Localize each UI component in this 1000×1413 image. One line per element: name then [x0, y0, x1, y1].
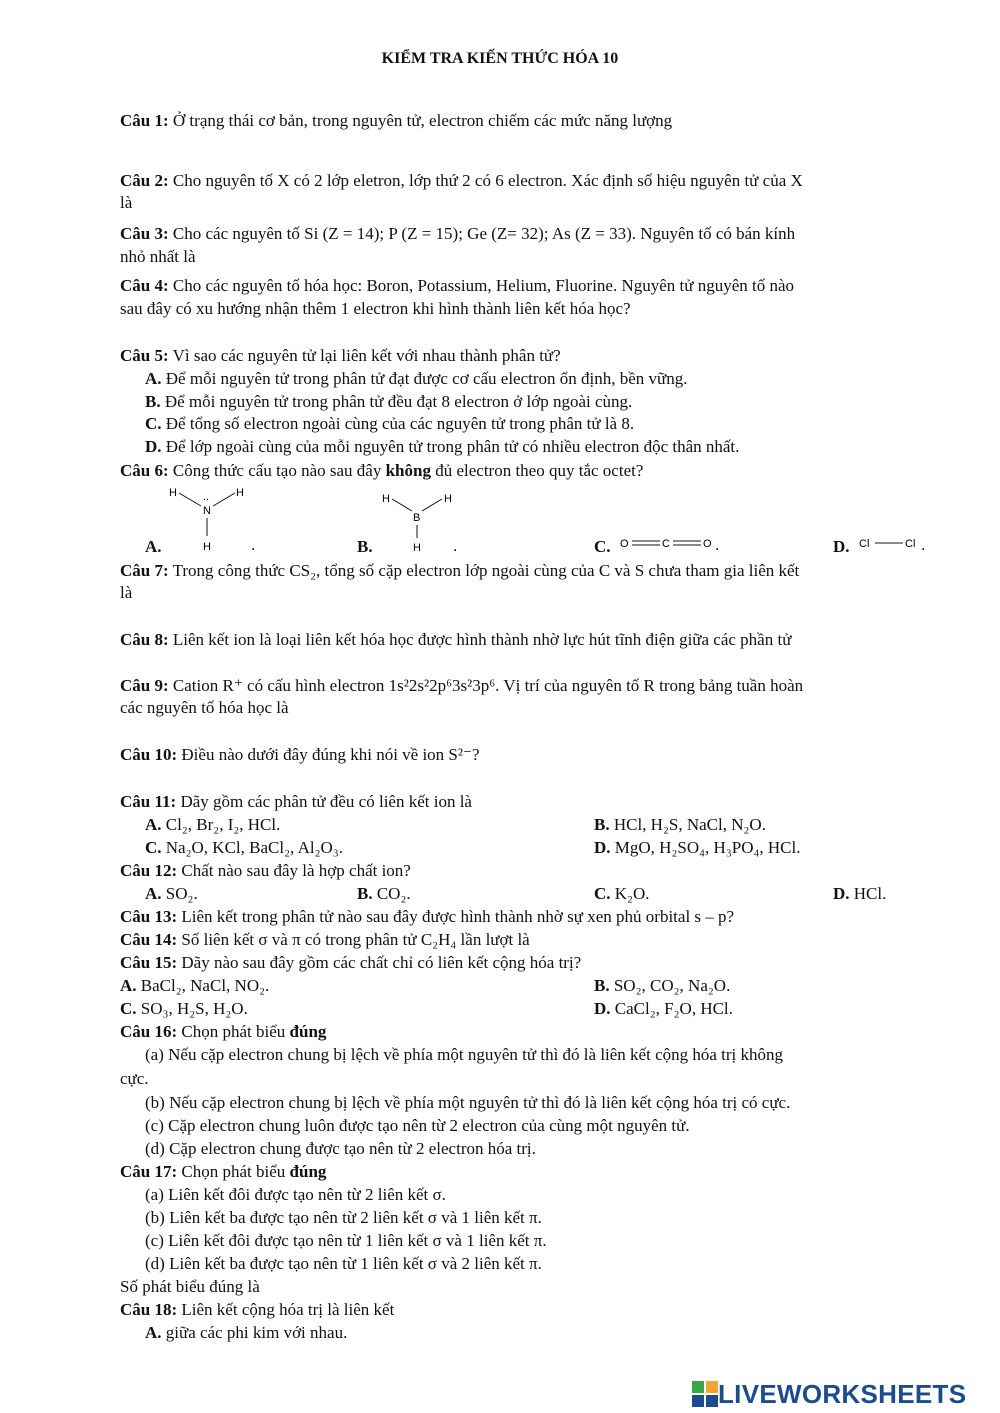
q5-option-a: A. Để mỗi nguyên tử trong phân tử đạt được cơ cấu electron ổn định, bền vững. — [145, 369, 688, 388]
bond-line — [422, 499, 442, 511]
question-6: Câu 6: Công thức cấu tạo nào sau đây không đủ electron theo quy tắc octet? — [120, 461, 644, 480]
q17-statement-b: (b) Liên kết ba được tạo nên từ 2 liên kết σ và 1 liên kết π. — [145, 1208, 542, 1227]
question-4: Câu 4: Cho các nguyên tố hóa học: Boron, Potassium, Helium, Fluorine. Nguyên tử nguyên tố nào — [120, 276, 795, 295]
atom-h: H — [413, 542, 421, 554]
q16-statement-a-cont: cực. — [120, 1069, 149, 1088]
question-9: Câu 9: Cation R⁺ có cấu hình electron 1s²2s²2p⁶3s²3p⁶. Vị trí của nguyên tố R trong bảng tuần hoàn — [120, 676, 804, 695]
q15-option-c: C. SO₃, H₂S, H₂O. — [120, 999, 248, 1018]
atom-h: H — [382, 493, 390, 505]
atom-b: B — [413, 512, 421, 524]
period-dot: . — [251, 537, 256, 554]
period-dot: . — [453, 538, 458, 555]
lone-pair-dots: .. — [203, 491, 210, 503]
q17-statement-c: (c) Liên kết đôi được tạo nên từ 1 liên kết σ và 1 liên kết π. — [145, 1231, 547, 1250]
question-1: Câu 1: Ở trạng thái cơ bản, trong nguyên tử, electron chiếm các mức năng lượng — [120, 111, 673, 130]
q12-option-b: B. CO₂. — [357, 884, 411, 903]
q11-option-a: A. Cl₂, Br₂, I₂, HCl. — [145, 815, 281, 834]
q12-option-a: A. SO₂. — [145, 884, 198, 903]
bond-line — [179, 493, 201, 506]
q6-option-b-label: B. — [357, 537, 373, 556]
co2-structure — [618, 532, 728, 557]
atom-cl: Cl — [905, 538, 916, 550]
q6-option-d-label: D. — [833, 537, 850, 556]
question-3: Câu 3: Cho các nguyên tố Si (Z = 14); P (Z = 15); Ge (Z= 32); As (Z = 33). Nguyên tố có bán kính — [120, 224, 796, 243]
q5-option-d: D. Để lớp ngoài cùng của mỗi nguyên tử trong phân tử có nhiều electron độc thân nhất. — [145, 437, 740, 456]
bond-line — [213, 493, 235, 506]
q6-option-a-label: A. — [145, 537, 162, 556]
question-9-cont: các nguyên tố hóa học là — [120, 698, 289, 717]
q6-option-c-label: C. — [594, 537, 611, 556]
question-2: Câu 2: Cho nguyên tố X có 2 lớp eletron, lớp thứ 2 có 6 electron. Xác định số hiệu nguyên tử của X — [120, 171, 803, 190]
q11-option-b: B. HCl, H₂S, NaCl, N₂O. — [594, 815, 766, 834]
page-title: KIỂM TRA KIẾN THỨC HÓA 10 — [381, 50, 619, 67]
question-17: Câu 17: Chọn phát biểu đúng — [120, 1162, 327, 1181]
q15-option-a: A. BaCl₂, NaCl, NO₂. — [120, 976, 270, 995]
question-5: Câu 5: Vì sao các nguyên tử lại liên kết với nhau thành phân tử? — [120, 346, 561, 365]
question-7: Câu 7: Trong công thức CS₂, tổng số cặp electron lớp ngoài cùng của C và S chưa tham gia liên kết — [120, 561, 800, 580]
cl2-structure — [857, 532, 937, 557]
q18-option-a: A. giữa các phi kim với nhau. — [145, 1323, 348, 1342]
q17-statement-a: (a) Liên kết đôi được tạo nên từ 2 liên kết σ. — [145, 1185, 446, 1204]
atom-h: H — [169, 487, 177, 499]
atom-o: O — [620, 538, 629, 550]
q16-statement-c: (c) Cặp electron chung luôn được tạo nên từ 2 electron của cùng một nguyên tử. — [145, 1116, 690, 1135]
bond-line — [392, 499, 412, 511]
q11-option-c: C. Na₂O, KCl, BaCl₂, Al₂O₃. — [145, 838, 343, 857]
atom-n: N — [203, 505, 211, 517]
q16-statement-d: (d) Cặp electron chung được tạo nên từ 2 electron hóa trị. — [145, 1139, 536, 1158]
liveworksheets-logo-icon — [692, 1381, 718, 1407]
question-4-cont: sau đây có xu hướng nhận thêm 1 electron khi hình thành liên kết hóa học? — [120, 299, 631, 318]
q12-option-c: C. K₂O. — [594, 884, 650, 903]
question-18: Câu 18: Liên kết cộng hóa trị là liên kết — [120, 1300, 395, 1319]
nh3-structure — [165, 482, 260, 557]
question-8: Câu 8: Liên kết ion là loại liên kết hóa học được hình thành nhờ lực hút tĩnh điện giữa các phần tử — [120, 630, 792, 649]
question-11: Câu 11: Dãy gồm các phân tử đều có liên kết ion là — [120, 792, 472, 811]
question-10: Câu 10: Điều nào dưới đây đúng khi nói về ion S²⁻? — [120, 745, 480, 764]
atom-c: C — [662, 538, 670, 550]
atom-h: H — [444, 493, 452, 505]
question-13: Câu 13: Liên kết trong phân tử nào sau đây được hình thành nhờ sự xen phủ orbital s – p? — [120, 907, 735, 926]
question-2-cont: là — [120, 193, 133, 212]
period-dot: . — [921, 537, 926, 554]
liveworksheets-logo — [692, 1378, 966, 1410]
question-7-cont: là — [120, 583, 133, 602]
atom-h: H — [203, 541, 211, 553]
q16-statement-a: (a) Nếu cặp electron chung bị lệch về phía một nguyên tử thì đó là liên kết cộng hóa trị không — [145, 1045, 784, 1064]
question-15: Câu 15: Dãy nào sau đây gồm các chất chỉ có liên kết cộng hóa trị? — [120, 953, 582, 972]
q5-option-b: B. Để mỗi nguyên tử trong phân tử đều đạt 8 electron ở lớp ngoài cùng. — [145, 392, 633, 411]
atom-h: H — [236, 487, 244, 499]
liveworksheets-logo-text: LIVEWORKSHEETS — [718, 1378, 967, 1409]
question-3-cont: nhỏ nhất là — [120, 247, 196, 266]
q11-option-d: D. MgO, H₂SO₄, H₃PO₄, HCl. — [594, 838, 801, 857]
q17-tail: Số phát biểu đúng là — [120, 1277, 260, 1296]
question-14: Câu 14: Số liên kết σ và π có trong phân tử C₂H₄ lần lượt là — [120, 930, 530, 949]
period-dot: . — [715, 537, 720, 554]
q16-statement-b: (b) Nếu cặp electron chung bị lệch về phía một nguyên tử thì đó là liên kết cộng hóa trị có cực. — [145, 1093, 791, 1112]
bh3-structure — [378, 488, 468, 558]
atom-o: O — [703, 538, 712, 550]
q17-statement-d: (d) Liên kết ba được tạo nên từ 1 liên kết σ và 2 liên kết π. — [145, 1254, 542, 1273]
atom-cl: Cl — [859, 538, 870, 550]
q5-option-c: C. Để tổng số electron ngoài cùng của các nguyên tử trong phân tử là 8. — [145, 414, 635, 433]
question-12: Câu 12: Chất nào sau đây là hợp chất ion? — [120, 861, 411, 880]
q15-option-d: D. CaCl₂, F₂O, HCl. — [594, 999, 733, 1018]
q15-option-b: B. SO₂, CO₂, Na₂O. — [594, 976, 731, 995]
question-16: Câu 16: Chọn phát biểu đúng — [120, 1022, 327, 1041]
q12-option-d: D. HCl. — [833, 884, 887, 903]
